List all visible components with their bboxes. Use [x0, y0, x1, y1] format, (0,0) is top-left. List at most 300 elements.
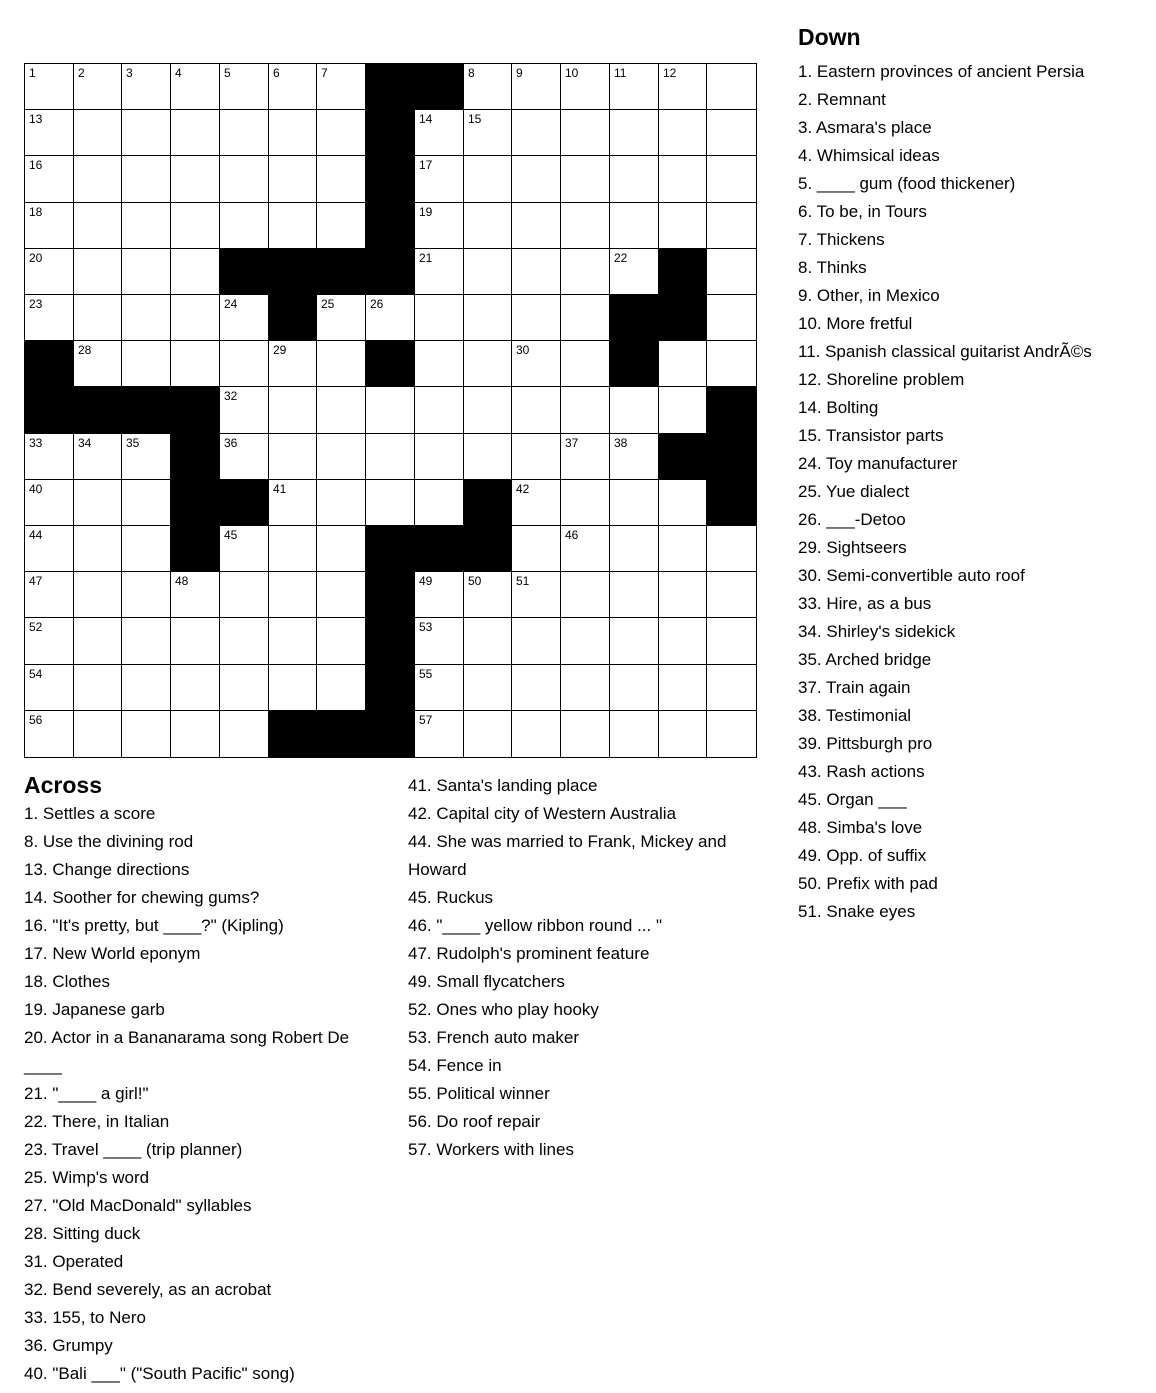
grid-cell[interactable] [317, 480, 366, 526]
grid-cell[interactable] [122, 618, 171, 665]
grid-cell[interactable] [269, 434, 317, 480]
grid-cell[interactable] [171, 156, 220, 203]
grid-cell[interactable] [220, 526, 269, 572]
grid-cell[interactable] [561, 526, 610, 572]
grid-block [415, 64, 464, 110]
cell-number: 56 [29, 713, 43, 727]
cell-number: 16 [29, 158, 43, 172]
grid-block [464, 526, 512, 572]
across-clue: 20. Actor in a Bananarama song Robert De ____ [24, 1028, 350, 1075]
across-clue: 45. Ruckus [408, 888, 494, 907]
grid-cell[interactable] [464, 249, 512, 295]
grid-block [122, 387, 171, 434]
grid-cell[interactable] [464, 387, 512, 434]
down-clue: 7. Thickens [798, 230, 885, 249]
grid-block [366, 64, 415, 110]
grid-cell[interactable] [610, 480, 659, 526]
grid-cell[interactable] [25, 526, 74, 572]
grid-cell[interactable] [561, 249, 610, 295]
grid-cell[interactable] [659, 480, 707, 526]
cell-number: 53 [419, 620, 433, 634]
grid-cell[interactable] [366, 434, 415, 480]
grid-block [659, 249, 707, 295]
grid-cell[interactable] [512, 64, 561, 110]
grid-cell[interactable] [659, 711, 707, 757]
down-clue: 25. Yue dialect [798, 482, 910, 501]
grid-block [171, 526, 220, 572]
grid-cell[interactable] [512, 434, 561, 480]
grid-cell[interactable] [707, 249, 756, 295]
grid-cell[interactable] [610, 156, 659, 203]
cell-number: 44 [29, 528, 43, 542]
grid-cell[interactable] [610, 110, 659, 156]
grid-cell[interactable] [561, 295, 610, 341]
cell-number: 33 [29, 436, 43, 450]
grid-block [366, 526, 415, 572]
grid-cell[interactable] [25, 618, 74, 665]
grid-cell[interactable] [512, 110, 561, 156]
grid-cell[interactable] [561, 480, 610, 526]
grid-cell[interactable] [512, 711, 561, 757]
grid-cell[interactable] [512, 249, 561, 295]
down-clue: 3. Asmara's place [798, 118, 932, 137]
grid-block [269, 249, 317, 295]
cell-number: 1 [29, 66, 36, 80]
grid-cell[interactable] [561, 434, 610, 480]
cell-number: 55 [419, 667, 433, 681]
grid-cell[interactable] [171, 572, 220, 618]
grid-block [171, 434, 220, 480]
grid-cell[interactable] [269, 156, 317, 203]
down-clue: 11. Spanish classical guitarist AndrÃ©s [798, 342, 1092, 361]
across-clues-column-1 [24, 800, 384, 1388]
grid-cell[interactable] [512, 618, 561, 665]
across-clue: 25. Wimp's word [24, 1168, 150, 1187]
grid-cell[interactable] [415, 711, 464, 757]
down-clue: 35. Arched bridge [798, 650, 932, 669]
down-clue: 26. ___-Detoo [798, 510, 906, 529]
grid-cell[interactable] [561, 387, 610, 434]
grid-block [366, 618, 415, 665]
grid-block [659, 295, 707, 341]
grid-cell[interactable] [122, 64, 171, 110]
grid-cell[interactable] [464, 434, 512, 480]
down-clue: 51. Snake eyes [798, 902, 916, 921]
grid-cell[interactable] [317, 526, 366, 572]
grid-block [366, 110, 415, 156]
grid-block [366, 711, 415, 757]
cell-number: 45 [224, 528, 238, 542]
across-clue: 21. "____ a girl!" [24, 1084, 149, 1103]
grid-cell[interactable] [512, 572, 561, 618]
grid-cell[interactable] [659, 387, 707, 434]
grid-block [707, 387, 756, 434]
grid-cell[interactable] [122, 295, 171, 341]
grid-cell[interactable] [122, 110, 171, 156]
across-clue: 27. "Old MacDonald" syllables [24, 1196, 252, 1215]
grid-cell[interactable] [561, 203, 610, 249]
down-clue: 15. Transistor parts [798, 426, 944, 445]
cell-number: 30 [516, 343, 530, 357]
grid-cell[interactable] [220, 64, 269, 110]
grid-cell[interactable] [220, 341, 269, 387]
grid-cell[interactable] [415, 110, 464, 156]
cell-number: 57 [419, 713, 433, 727]
grid-cell[interactable] [415, 480, 464, 526]
grid-cell[interactable] [25, 64, 74, 110]
across-clue: 18. Clothes [24, 972, 110, 991]
across-clue: 1. Settles a score [24, 804, 156, 823]
cell-number: 3 [126, 66, 133, 80]
down-clue: 43. Rash actions [798, 762, 925, 781]
grid-cell[interactable] [561, 341, 610, 387]
grid-cell[interactable] [561, 156, 610, 203]
grid-cell[interactable] [707, 526, 756, 572]
grid-cell[interactable] [74, 618, 122, 665]
cell-number: 9 [516, 66, 523, 80]
across-clue: 36. Grumpy [24, 1336, 113, 1355]
grid-cell[interactable] [25, 665, 74, 711]
grid-cell[interactable] [659, 572, 707, 618]
grid-cell[interactable] [269, 572, 317, 618]
grid-cell[interactable] [171, 110, 220, 156]
grid-cell[interactable] [464, 203, 512, 249]
grid-cell[interactable] [269, 387, 317, 434]
grid-cell[interactable] [610, 203, 659, 249]
grid-cell[interactable] [415, 665, 464, 711]
grid-cell[interactable] [512, 665, 561, 711]
grid-cell[interactable] [317, 341, 366, 387]
across-clue: 13. Change directions [24, 860, 190, 879]
grid-block [25, 341, 74, 387]
cell-number: 29 [273, 343, 287, 357]
cell-number: 18 [29, 205, 43, 219]
grid-cell[interactable] [464, 665, 512, 711]
across-clue: 53. French auto maker [408, 1028, 580, 1047]
grid-cell[interactable] [171, 341, 220, 387]
grid-cell[interactable] [25, 295, 74, 341]
grid-cell[interactable] [171, 203, 220, 249]
grid-cell[interactable] [561, 665, 610, 711]
across-clue: 47. Rudolph's prominent feature [408, 944, 650, 963]
grid-cell[interactable] [171, 665, 220, 711]
across-clue: 55. Political winner [408, 1084, 550, 1103]
grid-cell[interactable] [659, 156, 707, 203]
cell-number: 35 [126, 436, 140, 450]
grid-cell[interactable] [74, 480, 122, 526]
grid-cell[interactable] [366, 387, 415, 434]
grid-cell[interactable] [220, 110, 269, 156]
grid-cell[interactable] [659, 203, 707, 249]
grid-cell[interactable] [707, 203, 756, 249]
cell-number: 15 [468, 112, 482, 126]
grid-cell[interactable] [171, 295, 220, 341]
grid-cell[interactable] [25, 572, 74, 618]
grid-cell[interactable] [25, 434, 74, 480]
grid-cell[interactable] [74, 203, 122, 249]
cell-number: 17 [419, 158, 433, 172]
grid-cell[interactable] [415, 572, 464, 618]
grid-cell[interactable] [610, 64, 659, 110]
grid-cell[interactable] [220, 618, 269, 665]
grid-cell[interactable] [561, 618, 610, 665]
grid-block [610, 295, 659, 341]
cell-number: 23 [29, 297, 43, 311]
grid-cell[interactable] [610, 618, 659, 665]
grid-cell[interactable] [317, 110, 366, 156]
cell-number: 22 [614, 251, 628, 265]
across-clue: 32. Bend severely, as an acrobat [24, 1280, 272, 1299]
cell-number: 21 [419, 251, 433, 265]
grid-cell[interactable] [25, 249, 74, 295]
grid-cell[interactable] [74, 156, 122, 203]
down-clue: 10. More fretful [798, 314, 913, 333]
grid-cell[interactable] [366, 480, 415, 526]
grid-cell[interactable] [122, 156, 171, 203]
grid-cell[interactable] [512, 526, 561, 572]
grid-cell[interactable] [25, 110, 74, 156]
grid-cell[interactable] [122, 665, 171, 711]
grid-cell[interactable] [122, 526, 171, 572]
grid-cell[interactable] [25, 711, 74, 757]
grid-cell[interactable] [269, 64, 317, 110]
grid-cell[interactable] [707, 295, 756, 341]
cell-number: 7 [321, 66, 328, 80]
across-clue: 28. Sitting duck [24, 1224, 141, 1243]
cell-number: 14 [419, 112, 433, 126]
across-clue: 22. There, in Italian [24, 1112, 170, 1131]
down-clue: 14. Bolting [798, 398, 879, 417]
grid-cell[interactable] [122, 711, 171, 757]
grid-cell[interactable] [122, 572, 171, 618]
across-clue: 57. Workers with lines [408, 1140, 574, 1159]
grid-cell[interactable] [512, 203, 561, 249]
grid-cell[interactable] [561, 64, 610, 110]
grid-cell[interactable] [415, 434, 464, 480]
grid-cell[interactable] [659, 110, 707, 156]
grid-cell[interactable] [220, 711, 269, 757]
grid-cell[interactable] [512, 341, 561, 387]
grid-cell[interactable] [171, 711, 220, 757]
down-clue: 39. Pittsburgh pro [798, 734, 933, 753]
grid-cell[interactable] [122, 434, 171, 480]
cell-number: 46 [565, 528, 579, 542]
down-clue: 30. Semi-convertible auto roof [798, 566, 1025, 585]
grid-cell[interactable] [122, 341, 171, 387]
grid-cell[interactable] [610, 387, 659, 434]
cell-number: 4 [175, 66, 182, 80]
grid-cell[interactable] [74, 295, 122, 341]
grid-cell[interactable] [561, 572, 610, 618]
cell-number: 25 [321, 297, 335, 311]
grid-cell[interactable] [464, 711, 512, 757]
grid-cell[interactable] [171, 618, 220, 665]
grid-block [707, 480, 756, 526]
grid-cell[interactable] [464, 618, 512, 665]
grid-cell[interactable] [415, 295, 464, 341]
grid-cell[interactable] [659, 665, 707, 711]
cell-number: 49 [419, 574, 433, 588]
cell-number: 26 [370, 297, 384, 311]
grid-cell[interactable] [317, 572, 366, 618]
down-clue: 45. Organ ___ [798, 790, 907, 809]
cell-number: 13 [29, 112, 43, 126]
grid-cell[interactable] [415, 618, 464, 665]
grid-block [366, 572, 415, 618]
grid-cell[interactable] [610, 572, 659, 618]
grid-cell[interactable] [610, 665, 659, 711]
grid-cell[interactable] [220, 434, 269, 480]
down-clue: 34. Shirley's sidekick [798, 622, 956, 641]
grid-cell[interactable] [220, 572, 269, 618]
grid-cell[interactable] [74, 434, 122, 480]
across-clue: 14. Soother for chewing gums? [24, 888, 260, 907]
grid-cell[interactable] [317, 387, 366, 434]
grid-cell[interactable] [464, 341, 512, 387]
grid-cell[interactable] [220, 387, 269, 434]
grid-block [659, 434, 707, 480]
grid-cell[interactable] [707, 572, 756, 618]
grid-cell[interactable] [317, 434, 366, 480]
grid-cell[interactable] [269, 526, 317, 572]
grid-cell[interactable] [464, 156, 512, 203]
grid-cell[interactable] [220, 203, 269, 249]
across-clue: 8. Use the divining rod [24, 832, 194, 851]
across-clue: 41. Santa's landing place [408, 776, 598, 795]
grid-cell[interactable] [317, 156, 366, 203]
grid-cell[interactable] [25, 203, 74, 249]
grid-cell[interactable] [707, 156, 756, 203]
grid-cell[interactable] [512, 156, 561, 203]
grid-cell[interactable] [610, 434, 659, 480]
grid-cell[interactable] [74, 711, 122, 757]
grid-cell[interactable] [74, 249, 122, 295]
grid-cell[interactable] [464, 295, 512, 341]
grid-cell[interactable] [317, 295, 366, 341]
cell-number: 2 [78, 66, 85, 80]
across-clue: 52. Ones who play hooky [408, 1000, 599, 1019]
grid-cell[interactable] [269, 341, 317, 387]
grid-block [366, 249, 415, 295]
across-clue: 19. Japanese garb [24, 1000, 165, 1019]
grid-cell[interactable] [707, 64, 756, 110]
grid-cell[interactable] [610, 526, 659, 572]
grid-block [366, 341, 415, 387]
grid-cell[interactable] [74, 526, 122, 572]
cell-number: 12 [663, 66, 677, 80]
grid-cell[interactable] [561, 711, 610, 757]
grid-cell[interactable] [464, 110, 512, 156]
grid-cell[interactable] [610, 249, 659, 295]
grid-cell[interactable] [415, 156, 464, 203]
grid-cell[interactable] [707, 711, 756, 757]
grid-cell[interactable] [74, 110, 122, 156]
grid-cell[interactable] [74, 64, 122, 110]
grid-cell[interactable] [659, 64, 707, 110]
cell-number: 42 [516, 482, 530, 496]
grid-cell[interactable] [464, 64, 512, 110]
cell-number: 19 [419, 205, 433, 219]
cell-number: 28 [78, 343, 92, 357]
grid-cell[interactable] [707, 110, 756, 156]
crossword-grid [24, 63, 757, 758]
grid-cell[interactable] [366, 295, 415, 341]
grid-cell[interactable] [74, 341, 122, 387]
grid-block [269, 295, 317, 341]
grid-cell[interactable] [415, 387, 464, 434]
grid-block [220, 249, 269, 295]
grid-cell[interactable] [707, 665, 756, 711]
grid-cell[interactable] [269, 203, 317, 249]
grid-cell[interactable] [74, 572, 122, 618]
grid-cell[interactable] [707, 341, 756, 387]
grid-cell[interactable] [707, 618, 756, 665]
cell-number: 8 [468, 66, 475, 80]
down-clue: 5. ____ gum (food thickener) [798, 174, 1016, 193]
across-clue: 54. Fence in [408, 1056, 502, 1075]
grid-cell[interactable] [659, 618, 707, 665]
grid-cell[interactable] [317, 64, 366, 110]
grid-cell[interactable] [512, 387, 561, 434]
grid-cell[interactable] [659, 526, 707, 572]
grid-cell[interactable] [25, 480, 74, 526]
down-clue: 29. Sightseers [798, 538, 907, 557]
grid-cell[interactable] [269, 618, 317, 665]
grid-cell[interactable] [25, 156, 74, 203]
grid-cell[interactable] [415, 341, 464, 387]
across-clue: 40. "Bali ___" ("South Pacific" song) [24, 1364, 295, 1383]
grid-block [171, 387, 220, 434]
grid-cell[interactable] [171, 64, 220, 110]
cell-number: 41 [273, 482, 287, 496]
grid-block [707, 434, 756, 480]
grid-cell[interactable] [610, 711, 659, 757]
cell-number: 48 [175, 574, 189, 588]
down-heading: Down [798, 24, 861, 50]
grid-cell[interactable] [512, 480, 561, 526]
grid-cell[interactable] [659, 341, 707, 387]
grid-cell[interactable] [220, 295, 269, 341]
grid-cell[interactable] [512, 295, 561, 341]
grid-cell[interactable] [269, 480, 317, 526]
grid-cell[interactable] [122, 480, 171, 526]
grid-cell[interactable] [269, 110, 317, 156]
grid-cell[interactable] [74, 665, 122, 711]
cell-number: 51 [516, 574, 530, 588]
grid-cell[interactable] [220, 665, 269, 711]
grid-cell[interactable] [317, 618, 366, 665]
grid-cell[interactable] [269, 665, 317, 711]
grid-cell[interactable] [171, 249, 220, 295]
grid-cell[interactable] [415, 249, 464, 295]
grid-cell[interactable] [122, 203, 171, 249]
grid-cell[interactable] [317, 665, 366, 711]
grid-cell[interactable] [122, 249, 171, 295]
grid-cell[interactable] [317, 203, 366, 249]
grid-cell[interactable] [415, 203, 464, 249]
grid-block [366, 203, 415, 249]
down-clue: 1. Eastern provinces of ancient Persia [798, 62, 1085, 81]
grid-cell[interactable] [220, 156, 269, 203]
cell-number: 37 [565, 436, 579, 450]
grid-cell[interactable] [561, 110, 610, 156]
cell-number: 6 [273, 66, 280, 80]
cell-number: 40 [29, 482, 43, 496]
grid-cell[interactable] [464, 572, 512, 618]
across-heading: Across [24, 772, 102, 798]
cell-number: 20 [29, 251, 43, 265]
cell-number: 50 [468, 574, 482, 588]
